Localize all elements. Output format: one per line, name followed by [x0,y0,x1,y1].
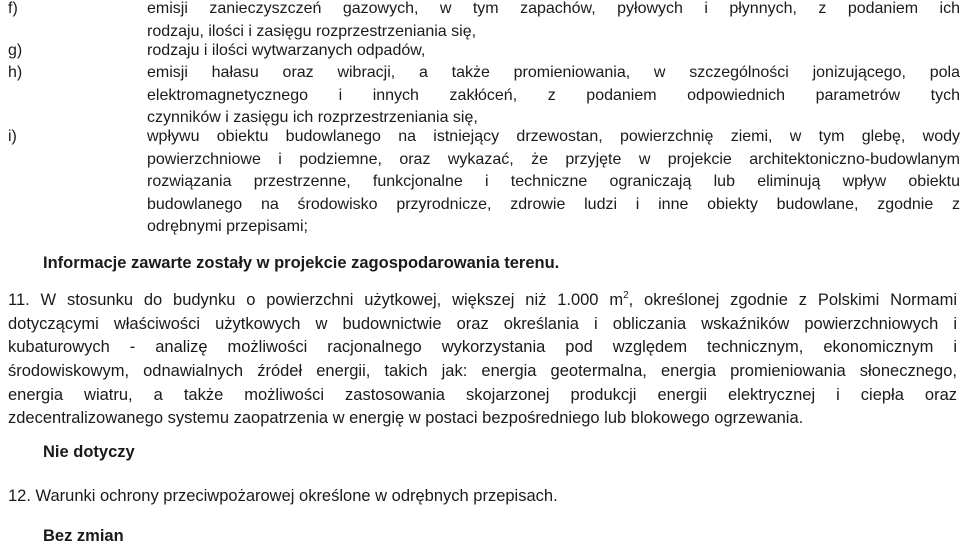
item-i-line-1: wpływu obiektu budowlanego na istniejący drzewostan, powierzchnię ziemi, w tym glebę, wody [147,128,960,145]
item-h-line-2: elektromagnetycznego i innych zakłóceń, z podaniem odpowiednich parametrów tych [147,86,960,104]
list-marker: f) [8,0,18,17]
section-11-line-1-end: , określonej zgodnie z Polskimi Normami [628,291,958,309]
list-marker: g) [8,42,23,59]
section-12-line-1: 12. Warunki ochrony przeciwpożarowej określone w odrębnych przepisach. [8,487,558,505]
list-marker: i) [8,128,17,145]
item-f-line-2: rodzaju, ilości i zasięgu rozprzestrzeniania się, [147,22,477,40]
superscript-2: 2 [623,289,629,301]
section-11-line-1 [8,289,957,313]
section-11-line-4: środowiskowym, odnawialnych źródeł energii, takich jak: energia geotermalna, energia promieniowania słonecznego, [8,362,957,381]
section-11-line-3: kubaturowych - analizę możliwości racjonalnego wykorzystania pod względem technicznym, ekonomicznym i [8,338,957,357]
bez-zmian-note: Bez zmian [43,527,124,545]
item-f-line-1: emisji zanieczyszczeń gazowych, w tym zapachów, pyłowych i płynnych, z podaniem ich [147,0,960,17]
section-11-line-5: energia wiatru, a także możliwości zastosowania skojarzonej produkcji energii elektrycznej i ciepła oraz [8,385,957,404]
section-11 [8,289,957,431]
section-11-line-2: dotyczącymi właściwości użytkowych w budownictwie oraz określania i obliczania wskaźników powierzchniowych i [8,314,957,333]
item-i-line-3: rozwiązania przestrzenne, funkcjonalne i techniczne ograniczają lub eliminują wpływ obiektu [147,173,960,190]
item-i-line-2: powierzchniowe i podziemne, oraz wykazać, że przyjęte w projekcie architektoniczno-budowlanym [147,150,960,168]
list-marker: h) [8,64,23,81]
nie-dotyczy-note: Nie dotyczy [43,443,135,461]
item-i-line-5: odrębnymi przepisami; [147,218,308,235]
section-12 [8,485,957,509]
item-h-line-1: emisji hałasu oraz wibracji, a także promieniowania, w szczególności jonizującego, pola [147,64,960,81]
item-i-line-4: budowlanego na środowisko przyrodnicze, zdrowie ludzi i inne obiekty budowlane, zgodnie z [147,195,960,213]
item-g-line-1: rodzaju i ilości wytwarzanych odpadów, [147,42,426,59]
info-note: Informacje zawarte zostały w projekcie zagospodarowania terenu. [43,254,560,272]
item-h-line-3: czynników i zasięgu ich rozprzestrzeniania się, [147,109,478,126]
section-11-line-1-start: 11. W stosunku do budynku o powierzchni użytkowej, większej niż 1.000 m [8,291,624,309]
section-11-line-6: zdecentralizowanego systemu zaopatrzenia w energię w postaci bezpośredniego lub blokowego ogrzewania. [8,409,804,428]
